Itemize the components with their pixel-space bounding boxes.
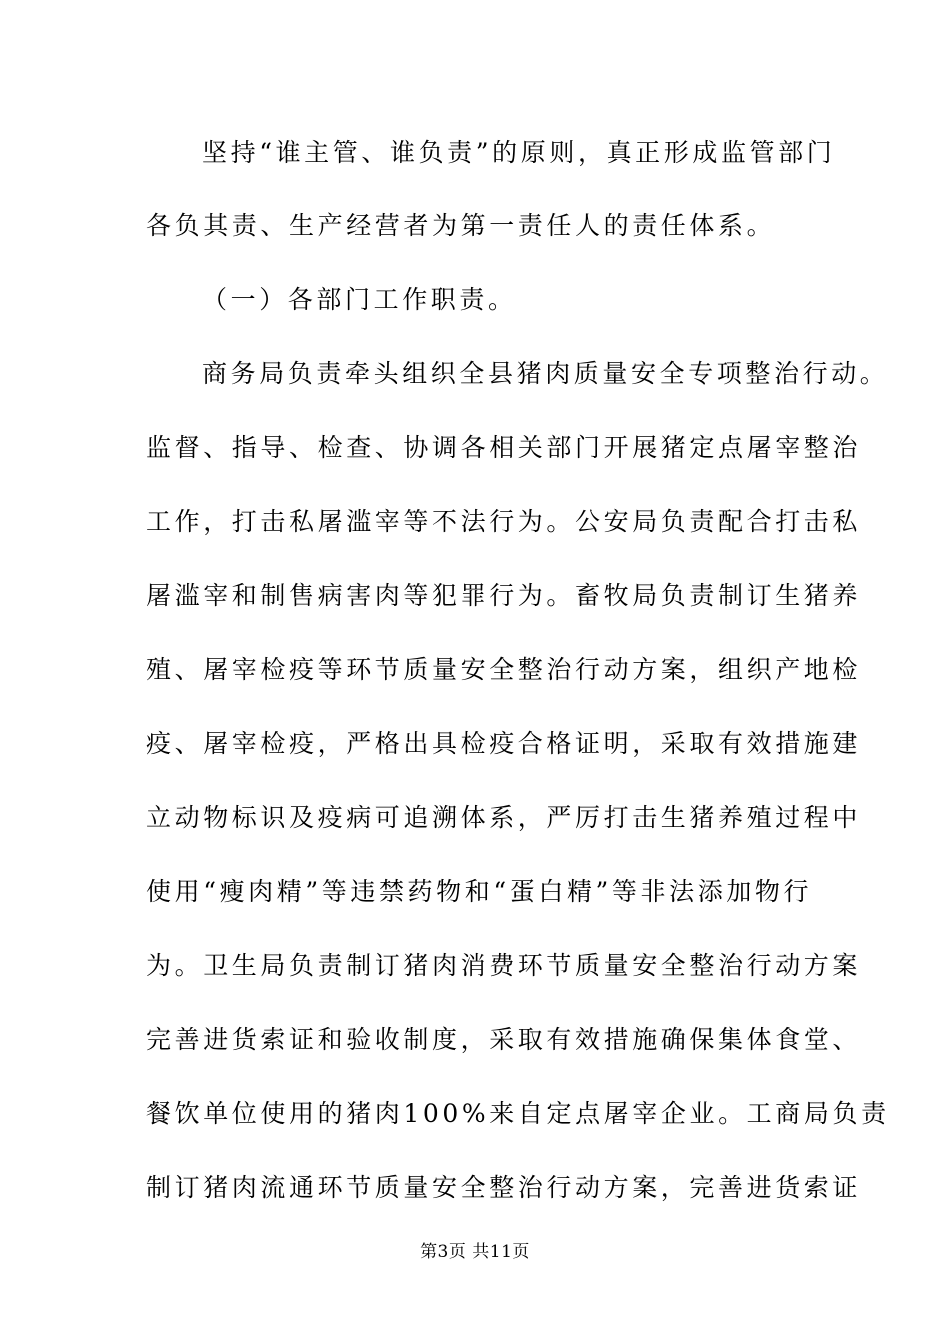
paragraph-line: 立动物标识及疫病可追溯体系，严厉打击生猪养殖过程中 <box>146 803 862 832</box>
paragraph-line: 商务局负责牵头组织全县猪肉质量安全专项整治行动。 <box>202 359 889 388</box>
paragraph-line: 监督、指导、检查、协调各相关部门开展猪定点屠宰整治 <box>146 433 862 462</box>
paragraph-line: 屠滥宰和制售病害肉等犯罪行为。畜牧局负责制订生猪养 <box>146 581 862 610</box>
paragraph-line: 各负其责、生产经营者为第一责任人的责任体系。 <box>146 211 776 240</box>
paragraph-line: 工作，打击私屠滥宰等不法行为。公安局负责配合打击私 <box>146 507 862 536</box>
section-heading: （一）各部门工作职责。 <box>202 285 517 314</box>
paragraph-line: 制订猪肉流通环节质量安全整治行动方案，完善进货索证 <box>146 1173 862 1202</box>
page-number-footer: 第3页 共11页 <box>420 1242 530 1262</box>
paragraph-line: 为。卫生局负责制订猪肉消费环节质量安全整治行动方案 <box>146 951 862 980</box>
paragraph-line: 殖、屠宰检疫等环节质量安全整治行动方案，组织产地检 <box>146 655 862 684</box>
paragraph-line: 坚持“谁主管、谁负责”的原则，真正形成监管部门 <box>202 138 836 167</box>
paragraph-line: 使用“瘦肉精”等违禁药物和“蛋白精”等非法添加物行 <box>146 877 813 906</box>
paragraph-line: 餐饮单位使用的猪肉100%来自定点屠宰企业。工商局负责 <box>146 1099 890 1128</box>
paragraph-line: 疫、屠宰检疫，严格出具检疫合格证明，采取有效措施建 <box>146 729 862 758</box>
paragraph-line: 完善进货索证和验收制度，采取有效措施确保集体食堂、 <box>146 1025 862 1054</box>
